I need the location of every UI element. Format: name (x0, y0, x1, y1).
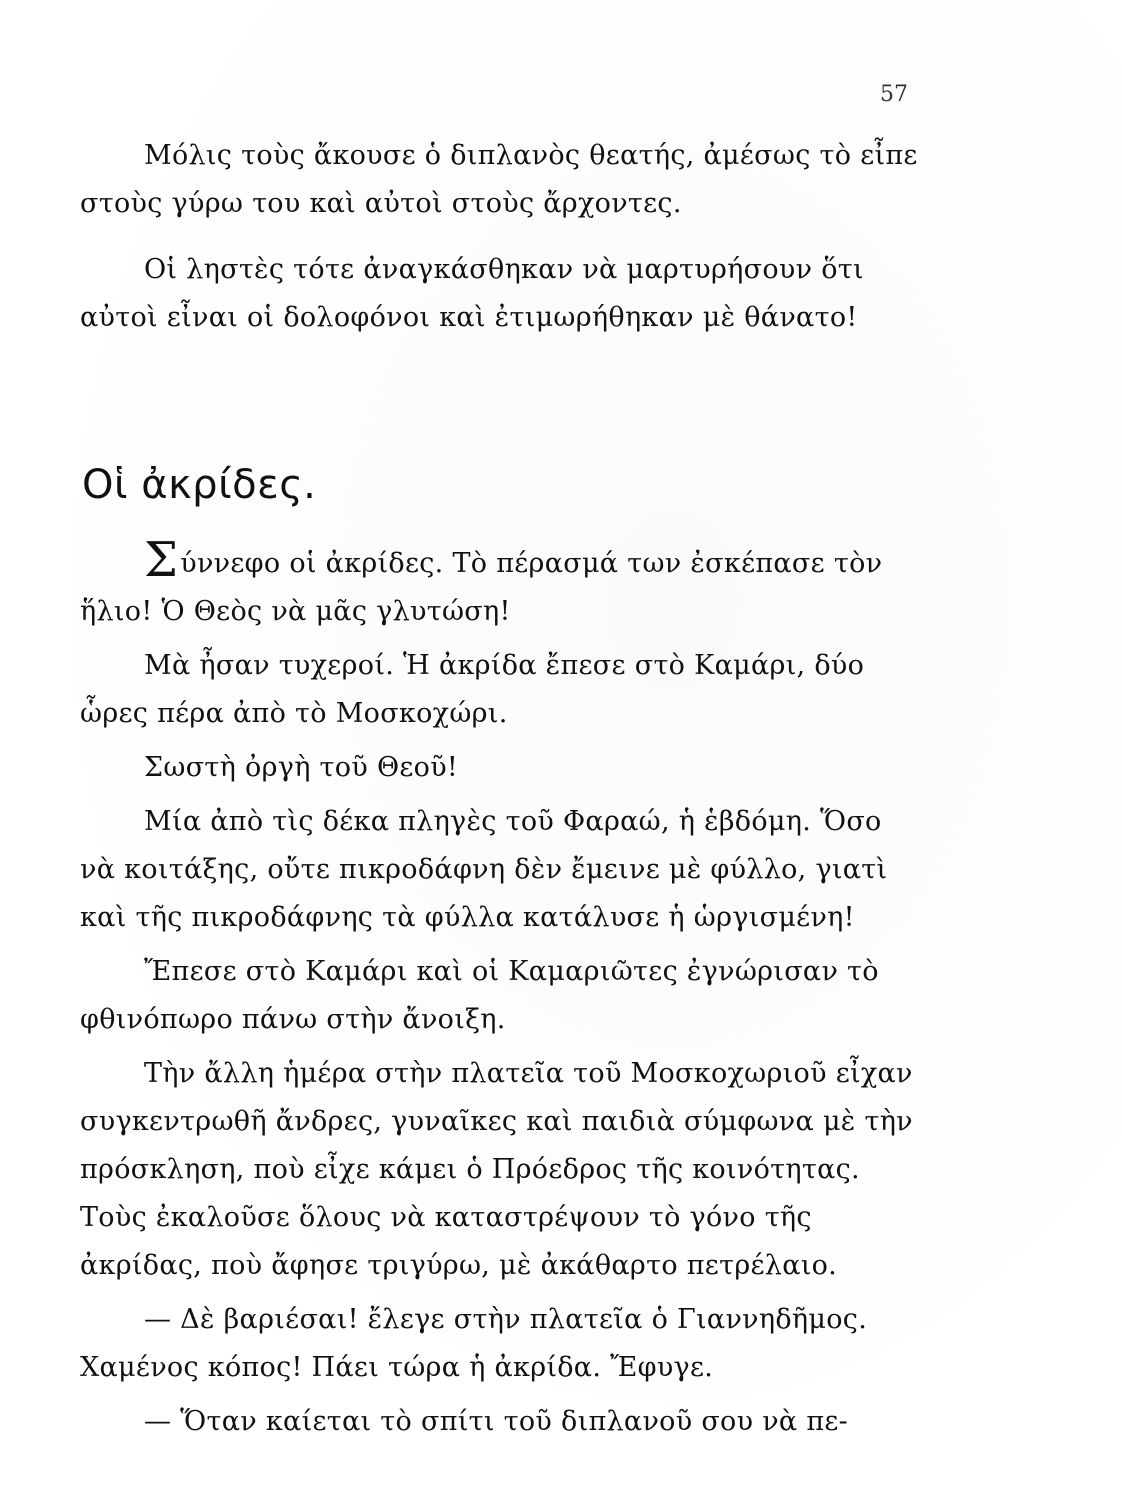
first-paragraph-text: ύννεφο οἱ ἀκρίδες. Τὸ πέρασμά των ἐσκέπασε τὸν ἥλιο! Ὁ Θεὸς νὰ μᾶς γλυτώση! (80, 548, 883, 627)
paragraph: Μὰ ἦσαν τυχεροί. Ἡ ἀκρίδα ἔπεσε στὸ Καμάρι, δύο ὧρες πέρα ἀπὸ τὸ Μοσκοχώρι. (80, 650, 865, 729)
drop-cap: Σ (144, 532, 179, 588)
paragraph: — Δὲ βαριέσαι! ἔλεγε στὴν πλατεῖα ὁ Γιαννηδῆμος. Χαμένος κόπος! Πάει τώρα ἡ ἀκρίδα. Ἔφυγε. (80, 1304, 868, 1383)
section-1-text (80, 132, 920, 342)
paragraph: Μόλις τοὺς ἄκουσε ὁ διπλανὸς θεατής, ἀμέσως τὸ εἶπε στοὺς γύρω του καὶ αὐτοὶ στοὺς ἄρχοντες. (80, 140, 918, 219)
section-heading: Οἱ ἀκρίδες. (82, 462, 317, 508)
paragraph: Σωστὴ ὀργὴ τοῦ Θεοῦ! (144, 752, 459, 783)
first-paragraph (80, 532, 920, 636)
page-number: 57 (880, 82, 908, 107)
section-2-text (80, 532, 920, 1446)
paragraph: Μία ἀπὸ τὶς δέκα πληγὲς τοῦ Φαραώ, ἡ ἑβδόμη. Ὅσο νὰ κοιτάξης, οὔτε πικροδάφνη δὲν ἔμεινε μὲ φύλλο, γιατὶ καὶ τῆς πικροδάφνης τὰ φύλλα κατάλυσε ἡ ὡργισμένη! (80, 806, 888, 933)
paragraph: Ἔπεσε στὸ Καμάρι καὶ οἱ Καμαριῶτες ἐγνώρισαν τὸ φθινόπωρο πάνω στὴν ἄνοιξη. (80, 956, 879, 1035)
paragraph: — Ὅταν καίεται τὸ σπίτι τοῦ διπλανοῦ σου νὰ πε- (144, 1406, 849, 1437)
paragraph: Οἱ ληστὲς τότε ἀναγκάσθηκαν νὰ μαρτυρήσουν ὅτι αὐτοὶ εἶναι οἱ δολοφόνοι καὶ ἐτιμωρήθηκαν μὲ θάνατο! (80, 254, 864, 333)
paragraph: Τὴν ἄλλη ἡμέρα στὴν πλατεῖα τοῦ Μοσκοχωριοῦ εἶχαν συγκεντρωθῆ ἄνδρες, γυναῖκες καὶ παιδιὰ σύμφωνα μὲ τὴν πρόσκληση, ποὺ εἶχε κάμει ὁ Πρόεδρος τῆς κοινότητας. Τοὺς ἐκαλοῦσε ὅλους νὰ καταστρέψουν τὸ γόνο τῆς ἀκρίδας, ποὺ ἄφησε τριγύρω, μὲ ἀκάθαρτο πετρέλαιο. (80, 1058, 913, 1281)
